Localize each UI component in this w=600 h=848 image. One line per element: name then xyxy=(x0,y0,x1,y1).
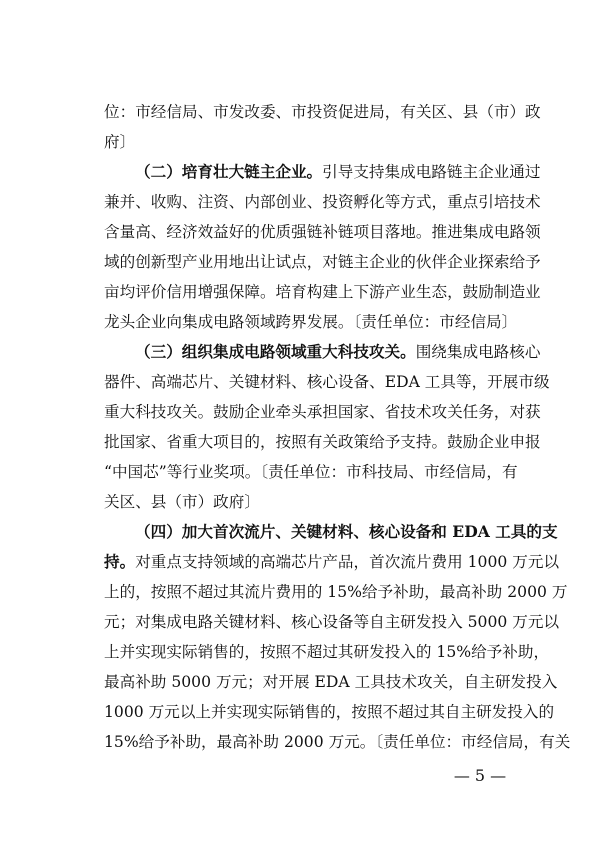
text-line-16: 持。对重点支持领域的高端芯片产品，首次流片费用 1000 万元以 xyxy=(104,552,560,571)
text-line-10: 器件、高端芯片、关键材料、核心设备、EDA 工具等，开展市级 xyxy=(104,373,550,391)
page-number: — 5 — xyxy=(453,766,507,785)
text-line-13: “中国芯”等行业奖项。〔责任单位：市科技局、市经信局，有 xyxy=(104,463,518,481)
text-line-14: 关区、县（市）政府〕 xyxy=(104,493,260,511)
section-heading-4-end: 持。 xyxy=(104,552,136,571)
text-line-6: 域的创新型产业用地出让试点，对链主企业的伙伴企业探索给予 xyxy=(104,253,541,271)
section-heading-3: （三）组织集成电路领域重大科技攻关。 xyxy=(135,342,416,361)
text-line-3: （二）培育壮大链主企业。引导支持集成电路链主企业通过 xyxy=(135,162,541,181)
text-line-11: 重大科技攻关。鼓励企业牵头承担国家、省技术攻关任务，对获 xyxy=(104,403,541,421)
text-line-19: 上并实现实际销售的，按照不超过其研发投入的 15%给予补助， xyxy=(104,643,550,661)
text-line-22: 15%给予补助，最高补助 2000 万元。〔责任单位：市经信局，有关 xyxy=(104,733,571,751)
text-line-17: 上的，按照不超过其流片费用的 15%给予补助，最高补助 2000 万 xyxy=(104,583,568,601)
text-line-18: 元；对集成电路关键材料、核心设备等自主研发投入 5000 万元以 xyxy=(104,613,560,631)
text-line-9: （三）组织集成电路领域重大科技攻关。围绕集成电路核心 xyxy=(135,342,541,361)
text-line-20: 最高补助 5000 万元；对开展 EDA 工具技术攻关，自主研发投入 xyxy=(104,673,558,691)
text-line-21: 1000 万元以上并实现实际销售的，按照不超过其自主研发投入的 xyxy=(104,703,555,721)
text-line-5: 含量高、经济效益好的优质强链补链项目落地。推进集成电路领 xyxy=(104,223,541,241)
section-heading-2: （二）培育壮大链主企业。 xyxy=(135,162,323,181)
text-line-7: 亩均评价信用增强保障。培育构建上下游产业生态，鼓励制造业 xyxy=(104,283,541,301)
text-line-2: 府〕 xyxy=(104,133,136,151)
section-heading-4: （四）加大首次流片、关键材料、核心设备和 EDA 工具的支 xyxy=(135,522,558,541)
text-line-1: 位：市经信局、市发改委、市投资促进局，有关区、县（市）政 xyxy=(104,103,541,121)
text-line-12: 批国家、省重大项目的，按照有关政策给予支持。鼓励企业申报 xyxy=(104,433,541,451)
text-line-8: 龙头企业向集成电路领域跨界发展。〔责任单位：市经信局〕 xyxy=(104,313,518,331)
text-line-4: 兼并、收购、注资、内部创业、投资孵化等方式，重点引培技术 xyxy=(104,193,541,211)
